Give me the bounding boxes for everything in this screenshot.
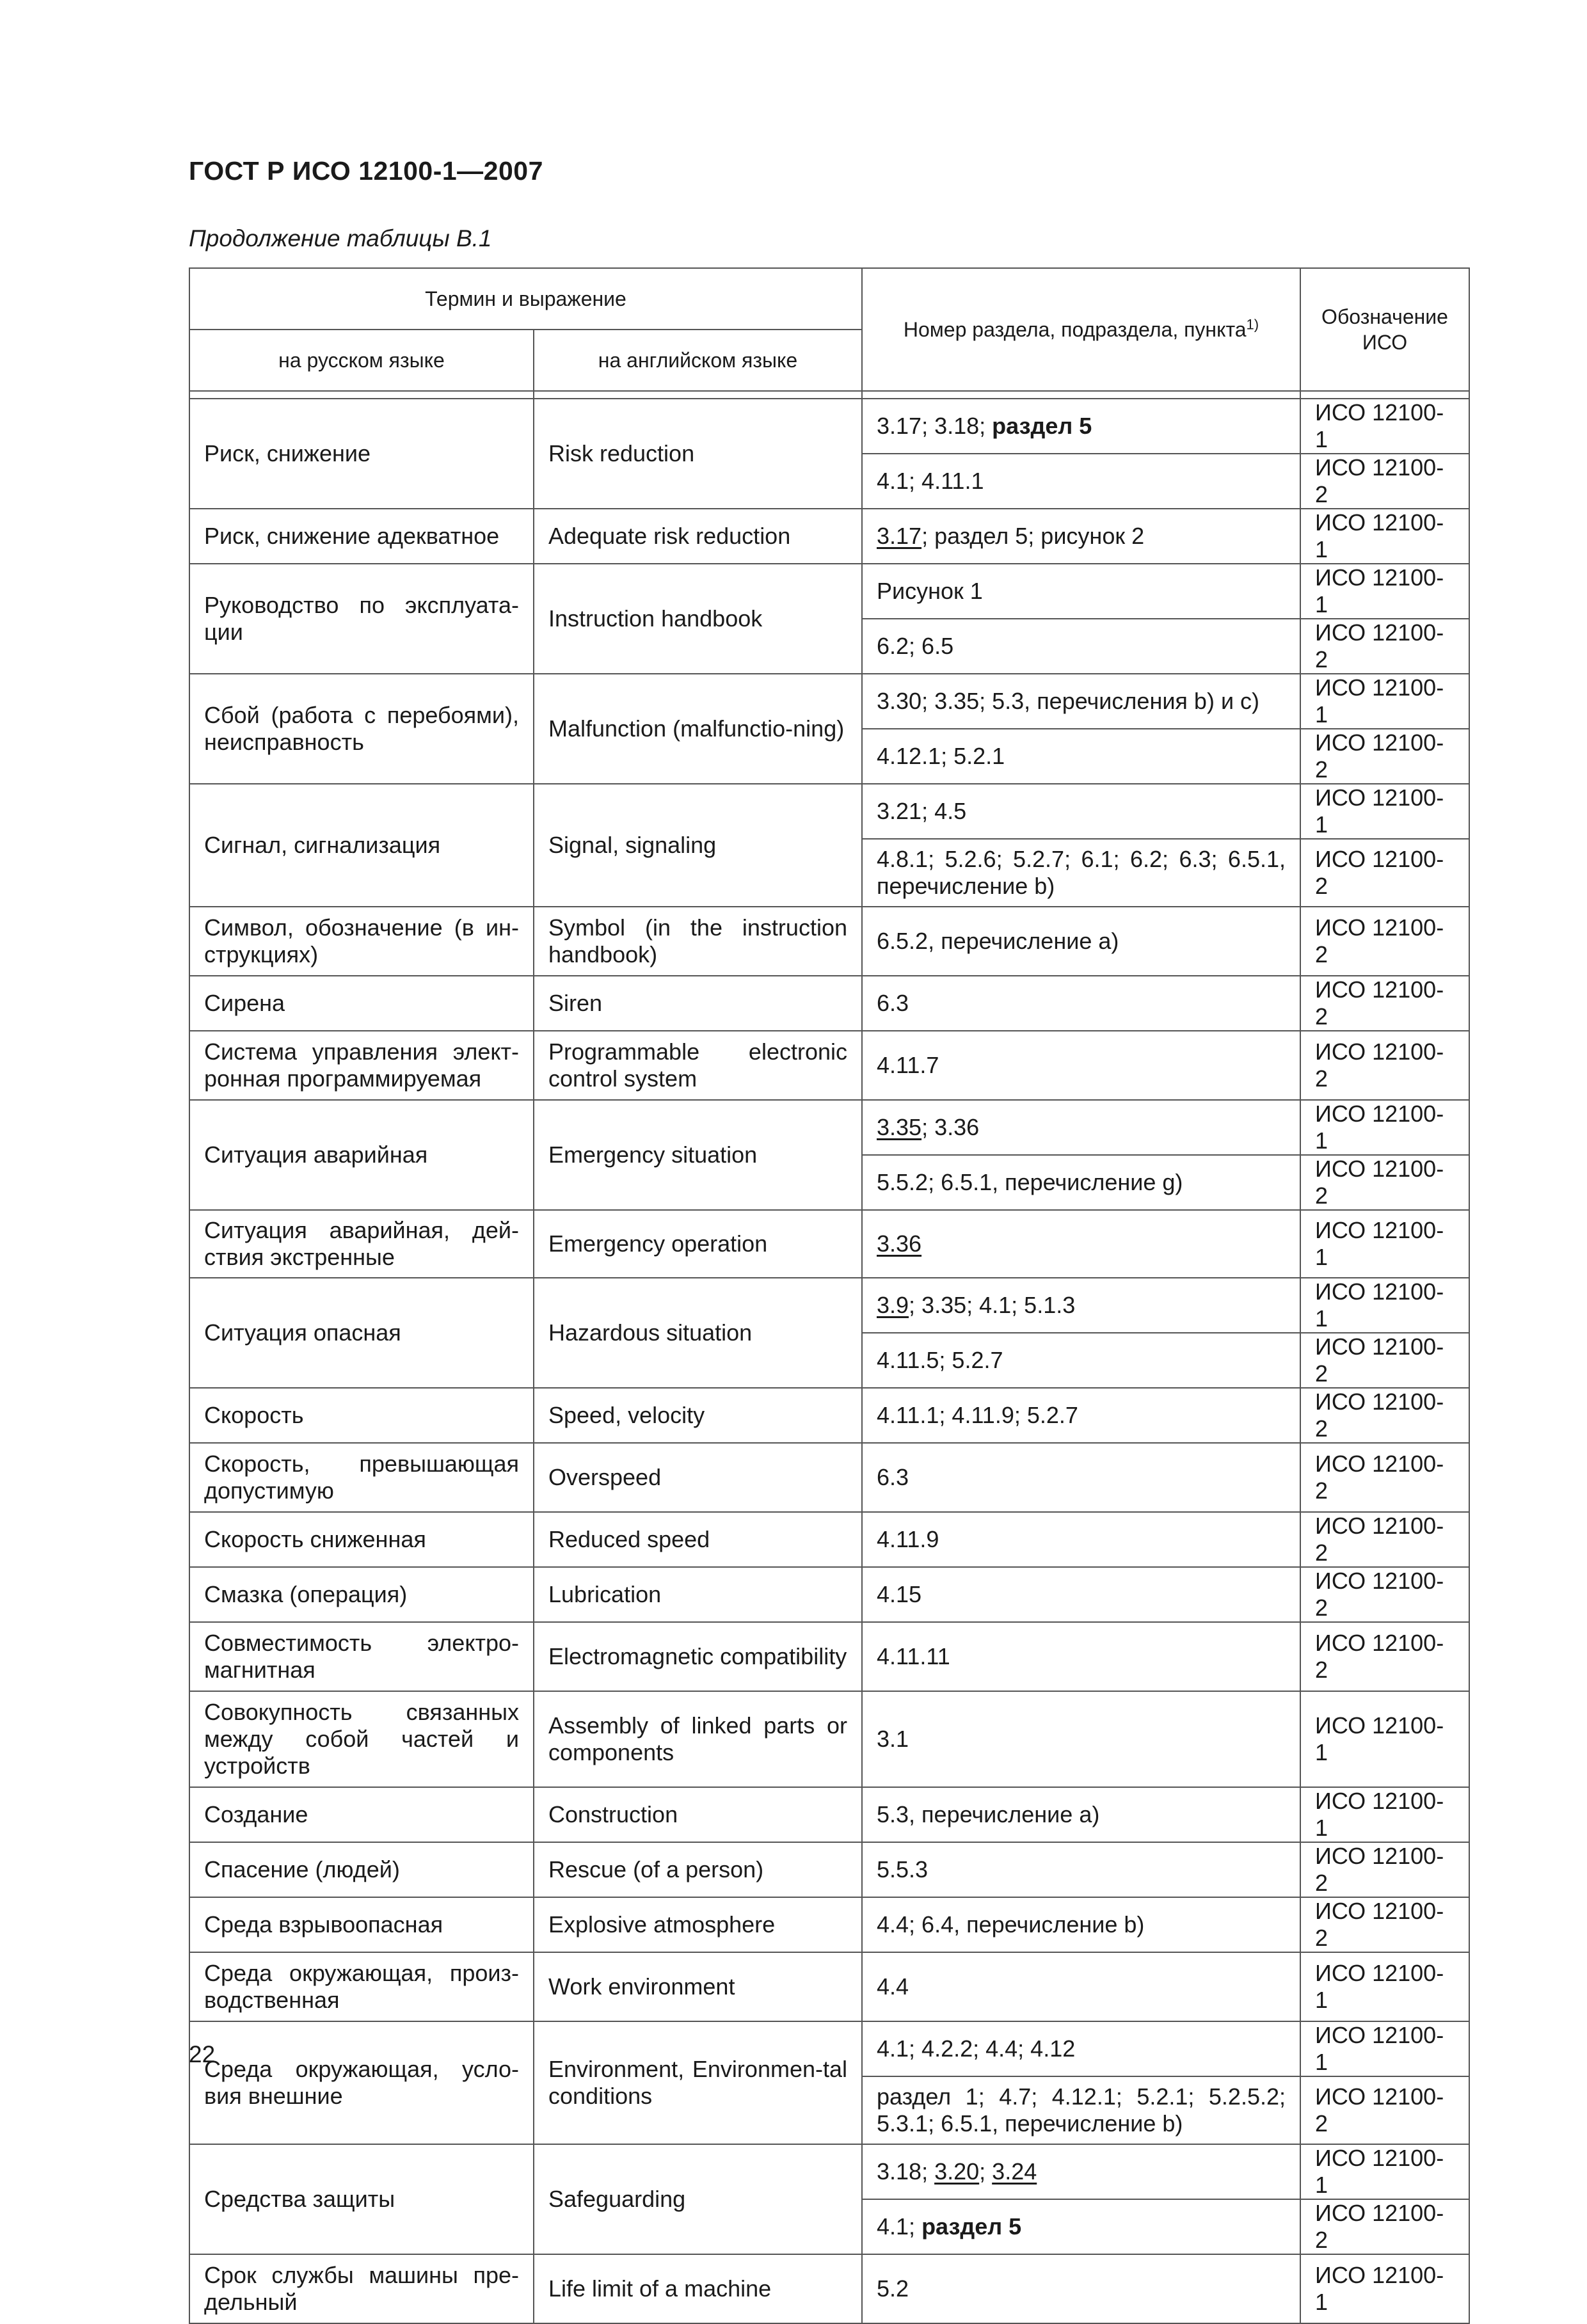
term-russian: Создание bbox=[189, 1787, 534, 1842]
reference-part: 3.18; bbox=[877, 2158, 935, 2185]
term-english: Life limit of a machine bbox=[534, 2254, 862, 2323]
reference-part: 3.1 bbox=[877, 1726, 909, 1752]
term-russian: Риск, снижение bbox=[189, 399, 534, 509]
section-reference bbox=[862, 1567, 1300, 1622]
header-russian: на русском языке bbox=[189, 330, 534, 391]
term-english: Symbol (in the instruction handbook) bbox=[534, 907, 862, 976]
section-reference bbox=[862, 1333, 1300, 1388]
header-english: на английском языке bbox=[534, 330, 862, 391]
section-reference bbox=[862, 1691, 1300, 1787]
reference-part: 4.11.11 bbox=[877, 1643, 950, 1669]
table-row bbox=[189, 1622, 1469, 1691]
reference-part: 4.11.1; 4.11.9; 5.2.7 bbox=[877, 1402, 1078, 1428]
term-english: Hazardous situation bbox=[534, 1278, 862, 1388]
header-term: Термин и выражение bbox=[189, 268, 862, 330]
term-english: Electromagnetic compatibility bbox=[534, 1622, 862, 1691]
term-russian: Срок службы машины пре-дельный bbox=[189, 2254, 534, 2323]
iso-designation: ИСО 12100-2 bbox=[1300, 1155, 1469, 1210]
iso-designation: ИСО 12100-1 bbox=[1300, 2144, 1469, 2199]
term-russian: Среда окружающая, усло-вия внешние bbox=[189, 2021, 534, 2144]
term-english: Speed, velocity bbox=[534, 1388, 862, 1443]
reference-part: 3.20 bbox=[934, 2158, 980, 2185]
iso-designation: ИСО 12100-2 bbox=[1300, 1443, 1469, 1512]
reference-part: 5.2 bbox=[877, 2275, 909, 2302]
section-reference bbox=[862, 2144, 1300, 2199]
iso-designation: ИСО 12100-1 bbox=[1300, 1210, 1469, 1278]
section-reference bbox=[862, 1031, 1300, 1100]
term-russian: Совокупность связанных между собой частей и устройств bbox=[189, 1691, 534, 1787]
section-reference bbox=[862, 454, 1300, 509]
iso-designation: ИСО 12100-1 bbox=[1300, 1691, 1469, 1787]
term-english: Lubrication bbox=[534, 1567, 862, 1622]
table-row bbox=[189, 1691, 1469, 1787]
reference-part: 4.15 bbox=[877, 1581, 922, 1607]
section-reference bbox=[862, 1622, 1300, 1691]
table-row bbox=[189, 1842, 1469, 1897]
term-russian: Ситуация опасная bbox=[189, 1278, 534, 1388]
reference-part: 6.3 bbox=[877, 1464, 909, 1490]
section-reference bbox=[862, 1842, 1300, 1897]
reference-part: 5.5.2; 6.5.1, перечисление g) bbox=[877, 1169, 1183, 1195]
term-russian: Среда окружающая, произ-водственная bbox=[189, 1952, 534, 2021]
section-reference bbox=[862, 564, 1300, 619]
reference-part: 4.12.1; 5.2.1 bbox=[877, 743, 1005, 769]
iso-designation: ИСО 12100-2 bbox=[1300, 1622, 1469, 1691]
iso-designation: ИСО 12100-2 bbox=[1300, 2076, 1469, 2144]
section-reference bbox=[862, 509, 1300, 564]
term-english: Malfunction (malfunctio-ning) bbox=[534, 674, 862, 784]
term-russian: Ситуация аварийная, дей-ствия экстренные bbox=[189, 1210, 534, 1278]
reference-part: 3.9 bbox=[877, 1292, 909, 1318]
table-row bbox=[189, 907, 1469, 976]
reference-part: раздел 5 bbox=[921, 2213, 1022, 2240]
table-row bbox=[189, 976, 1469, 1031]
reference-part: 4.8.1; 5.2.6; 5.2.7; 6.1; 6.2; 6.3; 6.5.1, перечисление b) bbox=[877, 846, 1286, 899]
reference-part: 4.1; bbox=[877, 2213, 922, 2240]
term-russian: Скорость сниженная bbox=[189, 1512, 534, 1567]
term-english: Construction bbox=[534, 1787, 862, 1842]
table-row bbox=[189, 564, 1469, 619]
section-reference bbox=[862, 1512, 1300, 1567]
reference-part: 3.21; 4.5 bbox=[877, 798, 967, 824]
header-section: Номер раздела, подраздела, пункта$^{1)}$ bbox=[862, 268, 1300, 391]
term-russian: Среда взрывоопасная bbox=[189, 1897, 534, 1952]
reference-part: 3.35 bbox=[877, 1114, 922, 1140]
reference-part: 4.11.9 bbox=[877, 1526, 939, 1552]
iso-designation: ИСО 12100-2 bbox=[1300, 1388, 1469, 1443]
term-english: Risk reduction bbox=[534, 399, 862, 509]
table-row bbox=[189, 1952, 1469, 2021]
section-reference bbox=[862, 1787, 1300, 1842]
iso-designation: ИСО 12100-1 bbox=[1300, 1278, 1469, 1333]
document-title: ГОСТ Р ИСО 12100-1—2007 bbox=[189, 156, 543, 186]
reference-part: 3.36 bbox=[877, 1230, 922, 1257]
term-russian: Сбой (работа с перебоями), неисправность bbox=[189, 674, 534, 784]
header-iso: Обозначение ИСО bbox=[1300, 268, 1469, 391]
reference-part: 3.30; 3.35; 5.3, перечисления b) и c) bbox=[877, 688, 1260, 714]
section-reference bbox=[862, 1952, 1300, 2021]
table-row bbox=[189, 1100, 1469, 1155]
term-english: Overspeed bbox=[534, 1443, 862, 1512]
section-reference bbox=[862, 399, 1300, 454]
iso-designation: ИСО 12100-2 bbox=[1300, 454, 1469, 509]
reference-part: ; 3.36 bbox=[921, 1114, 980, 1140]
section-reference bbox=[862, 674, 1300, 729]
reference-part: 5.5.3 bbox=[877, 1856, 929, 1882]
reference-part: 4.4 bbox=[877, 1973, 909, 2000]
section-reference bbox=[862, 729, 1300, 784]
term-english: Explosive atmosphere bbox=[534, 1897, 862, 1952]
table-row bbox=[189, 1388, 1469, 1443]
terms-table bbox=[189, 267, 1470, 2324]
term-russian: Скорость, превышающая допустимую bbox=[189, 1443, 534, 1512]
section-reference bbox=[862, 1443, 1300, 1512]
reference-part: 6.3 bbox=[877, 990, 909, 1016]
section-reference bbox=[862, 2021, 1300, 2076]
term-russian: Смазка (операция) bbox=[189, 1567, 534, 1622]
section-reference bbox=[862, 1278, 1300, 1333]
iso-designation: ИСО 12100-2 bbox=[1300, 729, 1469, 784]
term-english: Adequate risk reduction bbox=[534, 509, 862, 564]
section-reference bbox=[862, 2254, 1300, 2323]
iso-designation: ИСО 12100-1 bbox=[1300, 784, 1469, 839]
reference-part: 4.4; 6.4, перечисление b) bbox=[877, 1911, 1145, 1938]
term-russian: Средства защиты bbox=[189, 2144, 534, 2254]
table-row bbox=[189, 1210, 1469, 1278]
iso-designation: ИСО 12100-2 bbox=[1300, 1333, 1469, 1388]
section-reference bbox=[862, 1155, 1300, 1210]
table-row bbox=[189, 509, 1469, 564]
table-body bbox=[189, 399, 1469, 2323]
term-russian: Скорость bbox=[189, 1388, 534, 1443]
term-russian: Спасение (людей) bbox=[189, 1842, 534, 1897]
table-row bbox=[189, 1278, 1469, 1333]
section-reference bbox=[862, 1210, 1300, 1278]
table-row bbox=[189, 674, 1469, 729]
reference-part: 4.11.5; 5.2.7 bbox=[877, 1347, 1003, 1373]
section-reference bbox=[862, 1388, 1300, 1443]
iso-designation: ИСО 12100-1 bbox=[1300, 2021, 1469, 2076]
iso-designation: ИСО 12100-2 bbox=[1300, 839, 1469, 907]
reference-part: ; bbox=[979, 2158, 993, 2185]
table-row bbox=[189, 1031, 1469, 1100]
iso-designation: ИСО 12100-2 bbox=[1300, 907, 1469, 976]
section-reference bbox=[862, 2199, 1300, 2254]
term-english: Siren bbox=[534, 976, 862, 1031]
iso-designation: ИСО 12100-2 bbox=[1300, 1897, 1469, 1952]
term-russian: Руководство по эксплуата-ции bbox=[189, 564, 534, 674]
iso-designation: ИСО 12100-1 bbox=[1300, 399, 1469, 454]
reference-part: 3.24 bbox=[992, 2158, 1037, 2185]
section-reference bbox=[862, 907, 1300, 976]
section-reference bbox=[862, 1100, 1300, 1155]
iso-designation: ИСО 12100-1 bbox=[1300, 674, 1469, 729]
table-row bbox=[189, 2144, 1469, 2199]
table-row bbox=[189, 1897, 1469, 1952]
term-english: Work environment bbox=[534, 1952, 862, 2021]
reference-part: раздел 1; 4.7; 4.12.1; 5.2.1; 5.2.5.2; 5.3.1; 6.5.1, перечисление b) bbox=[877, 2083, 1286, 2137]
table-row bbox=[189, 2254, 1469, 2323]
iso-designation: ИСО 12100-2 bbox=[1300, 1567, 1469, 1622]
reference-part: 5.3, перечисление a) bbox=[877, 1801, 1100, 1827]
term-english: Rescue (of a person) bbox=[534, 1842, 862, 1897]
table-row bbox=[189, 2021, 1469, 2076]
reference-part: 4.1; 4.11.1 bbox=[877, 468, 984, 494]
table-row bbox=[189, 1443, 1469, 1512]
iso-designation: ИСО 12100-2 bbox=[1300, 619, 1469, 674]
term-english: Environment, Environmen-tal conditions bbox=[534, 2021, 862, 2144]
iso-designation: ИСО 12100-2 bbox=[1300, 2199, 1469, 2254]
iso-designation: ИСО 12100-2 bbox=[1300, 1512, 1469, 1567]
table-row bbox=[189, 1787, 1469, 1842]
term-english: Programmable electronic control system bbox=[534, 1031, 862, 1100]
term-english: Assembly of linked parts or components bbox=[534, 1691, 862, 1787]
reference-part: ; раздел 5; рисунок 2 bbox=[921, 523, 1145, 549]
table-row bbox=[189, 1567, 1469, 1622]
reference-part: 6.5.2, перечисление a) bbox=[877, 928, 1119, 954]
term-russian: Символ, обозначение (в ин-струкциях) bbox=[189, 907, 534, 976]
section-reference bbox=[862, 1897, 1300, 1952]
term-english: Safeguarding bbox=[534, 2144, 862, 2254]
table-row bbox=[189, 399, 1469, 454]
term-russian: Система управления элект-ронная программируемая bbox=[189, 1031, 534, 1100]
reference-part: 6.2; 6.5 bbox=[877, 633, 954, 659]
reference-part: 3.17 bbox=[877, 523, 922, 549]
page-number: 22 bbox=[189, 2041, 216, 2067]
table-caption: Продолжение таблицы В.1 bbox=[189, 225, 492, 251]
table-row bbox=[189, 784, 1469, 839]
section-reference bbox=[862, 839, 1300, 907]
term-russian: Ситуация аварийная bbox=[189, 1100, 534, 1210]
section-reference bbox=[862, 784, 1300, 839]
reference-part: 3.17; 3.18; bbox=[877, 413, 993, 439]
reference-part: Рисунок 1 bbox=[877, 578, 983, 604]
iso-designation: ИСО 12100-1 bbox=[1300, 1100, 1469, 1155]
term-english: Emergency situation bbox=[534, 1100, 862, 1210]
reference-part: 4.1; 4.2.2; 4.4; 4.12 bbox=[877, 2035, 1076, 2062]
iso-designation: ИСО 12100-1 bbox=[1300, 509, 1469, 564]
section-reference bbox=[862, 2076, 1300, 2144]
iso-designation: ИСО 12100-1 bbox=[1300, 1787, 1469, 1842]
iso-designation: ИСО 12100-1 bbox=[1300, 564, 1469, 619]
term-russian: Сирена bbox=[189, 976, 534, 1031]
term-english: Instruction handbook bbox=[534, 564, 862, 674]
term-russian: Совместимость электро-магнитная bbox=[189, 1622, 534, 1691]
iso-designation: ИСО 12100-2 bbox=[1300, 1842, 1469, 1897]
table-row bbox=[189, 1512, 1469, 1567]
term-english: Emergency operation bbox=[534, 1210, 862, 1278]
iso-designation: ИСО 12100-1 bbox=[1300, 1952, 1469, 2021]
term-russian: Сигнал, сигнализация bbox=[189, 784, 534, 907]
iso-designation: ИСО 12100-1 bbox=[1300, 2254, 1469, 2323]
section-reference bbox=[862, 976, 1300, 1031]
term-english: Signal, signaling bbox=[534, 784, 862, 907]
term-english: Reduced speed bbox=[534, 1512, 862, 1567]
iso-designation: ИСО 12100-2 bbox=[1300, 976, 1469, 1031]
section-reference bbox=[862, 619, 1300, 674]
reference-part: ; 3.35; 4.1; 5.1.3 bbox=[909, 1292, 1076, 1318]
term-russian: Риск, снижение адекватное bbox=[189, 509, 534, 564]
iso-designation: ИСО 12100-2 bbox=[1300, 1031, 1469, 1100]
reference-part: 4.11.7 bbox=[877, 1052, 939, 1078]
reference-part: раздел 5 bbox=[992, 413, 1092, 439]
